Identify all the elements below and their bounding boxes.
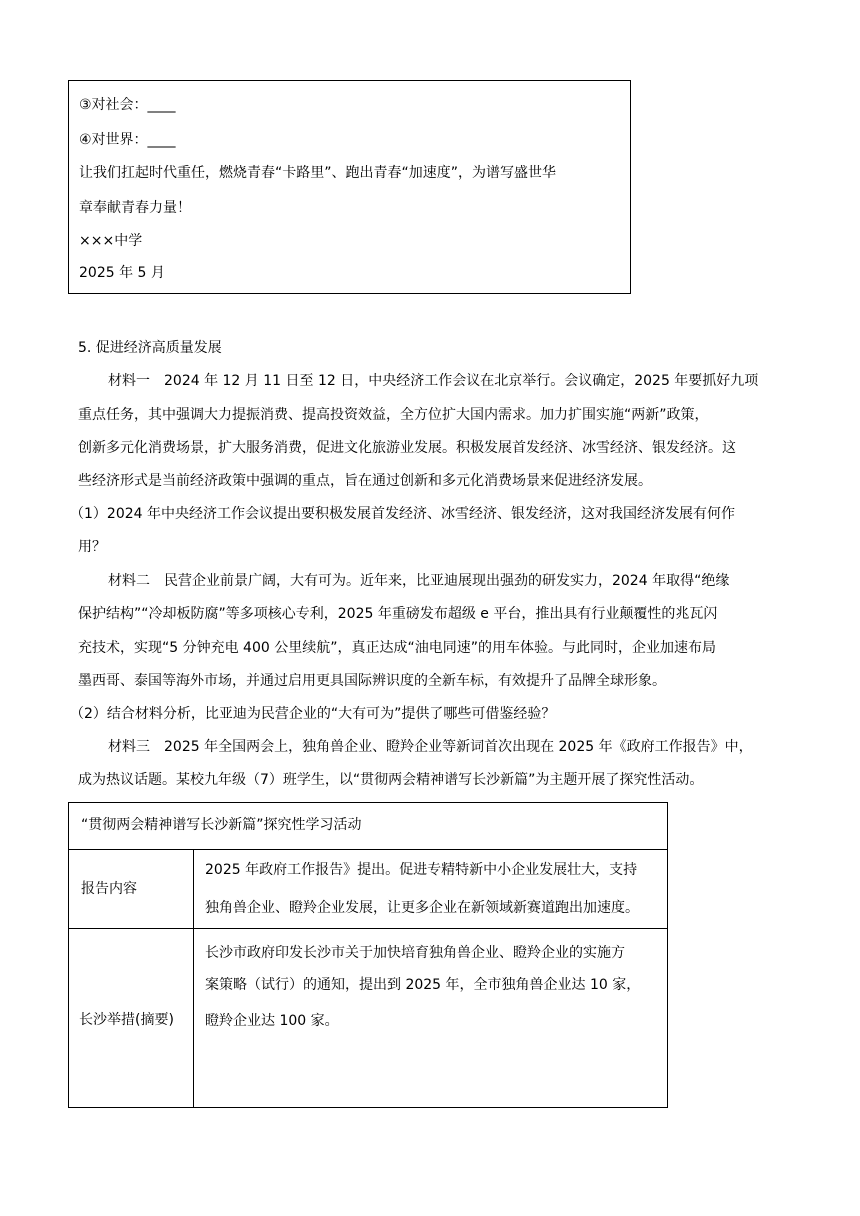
row2-content-line-3: 瞪羚企业达 100 家。 — [205, 1013, 339, 1029]
material1-line-3: 创新多元化消费场景，扩大服务消费，促进文化旅游业发展。积极发展首发经济、冰雪经济、银发经济。这 — [78, 440, 736, 456]
row2-content-line-2: 案策略（试行）的通知，提出到 2025 年，全市独角兽企业达 10 家， — [205, 977, 641, 993]
material1-line-1: 材料一 2024 年 12 月 11 日至 12 日，中央经济工作会议在北京举行。会议确定，2025 年要抓好九项 — [108, 373, 759, 389]
table-divider-2 — [69, 928, 667, 929]
question-2: （2）结合材料分析，比亚迪为民营企业的“大有可为”提供了哪些可借鉴经验？ — [70, 706, 556, 722]
table-column-divider — [193, 849, 194, 1107]
signature-school: ×××中学 — [79, 233, 143, 249]
row2-label: 长沙举措(摘要) — [79, 1012, 174, 1028]
row1-content-line-2: 独角兽企业、瞪羚企业发展，让更多企业在新领域新赛道跑出加速度。 — [205, 900, 639, 916]
question-1-line-2: 用？ — [78, 539, 106, 555]
signature-date: 2025 年 5 月 — [79, 265, 165, 281]
question-1-line-1: （1）2024 年中央经济工作会议提出要积极发展首发经济、冰雪经济、银发经济，这对我国经济发展有何作 — [70, 506, 735, 522]
row1-label: 报告内容 — [81, 881, 137, 897]
appeal-line-2: 章奉献青春力量！ — [79, 200, 191, 216]
row2-content-line-1: 长沙市政府印发长沙市关于加快培育独角兽企业、瞪羚企业的实施方 — [205, 945, 625, 961]
world-line: ④对世界：____ — [79, 132, 176, 148]
material2-line-2: 保护结构”“冷却板防腐”等多项核心专利，2025 年重磅发布超级 e 平台，推出具有行业颠覆性的兆瓦闪 — [78, 606, 718, 622]
society-line: ③对社会：____ — [79, 97, 176, 113]
material2-line-3: 充技术，实现“5 分钟充电 400 公里续航”，真正达成“油电同速”的用车体验。与此同时，企业加速布局 — [78, 640, 716, 656]
material2-line-1: 材料二 民营企业前景广阔，大有可为。近年来，比亚迪展现出强劲的研发实力，2024 年取得“绝缘 — [108, 573, 730, 589]
material2-line-4: 墨西哥、泰国等海外市场，并通过启用更具国际辨识度的全新车标，有效提升了品牌全球形象。 — [78, 673, 666, 689]
material3-line-1: 材料三 2025 年全国两会上，独角兽企业、瞪羚企业等新词首次出现在 2025 年《政府工作报告》中， — [108, 739, 753, 755]
section-title: 5. 促进经济高质量发展 — [78, 340, 222, 356]
letter-box — [68, 80, 631, 294]
table-header: “贯彻两会精神谱写长沙新篇”探究性学习活动 — [81, 817, 362, 833]
activity-table — [68, 802, 668, 1108]
row1-content-line-1: 2025 年政府工作报告》提出。促进专精特新中小企业发展壮大，支持 — [205, 862, 638, 878]
table-divider-1 — [69, 849, 667, 850]
material3-line-2: 成为热议话题。某校九年级（7）班学生，以“贯彻两会精神谱写长沙新篇”为主题开展了探究性活动。 — [78, 772, 704, 788]
appeal-line-1: 让我们扛起时代重任，燃烧青春“卡路里”、跑出青春“加速度”，为谱写盛世华 — [79, 165, 557, 181]
material1-line-2: 重点任务，其中强调大力提振消费、提高投资效益，全方位扩大国内需求。加力扩围实施“两新”政策， — [78, 407, 709, 423]
material1-line-4: 些经济形式是当前经济政策中强调的重点，旨在通过创新和多元化消费场景来促进经济发展。 — [78, 473, 652, 489]
